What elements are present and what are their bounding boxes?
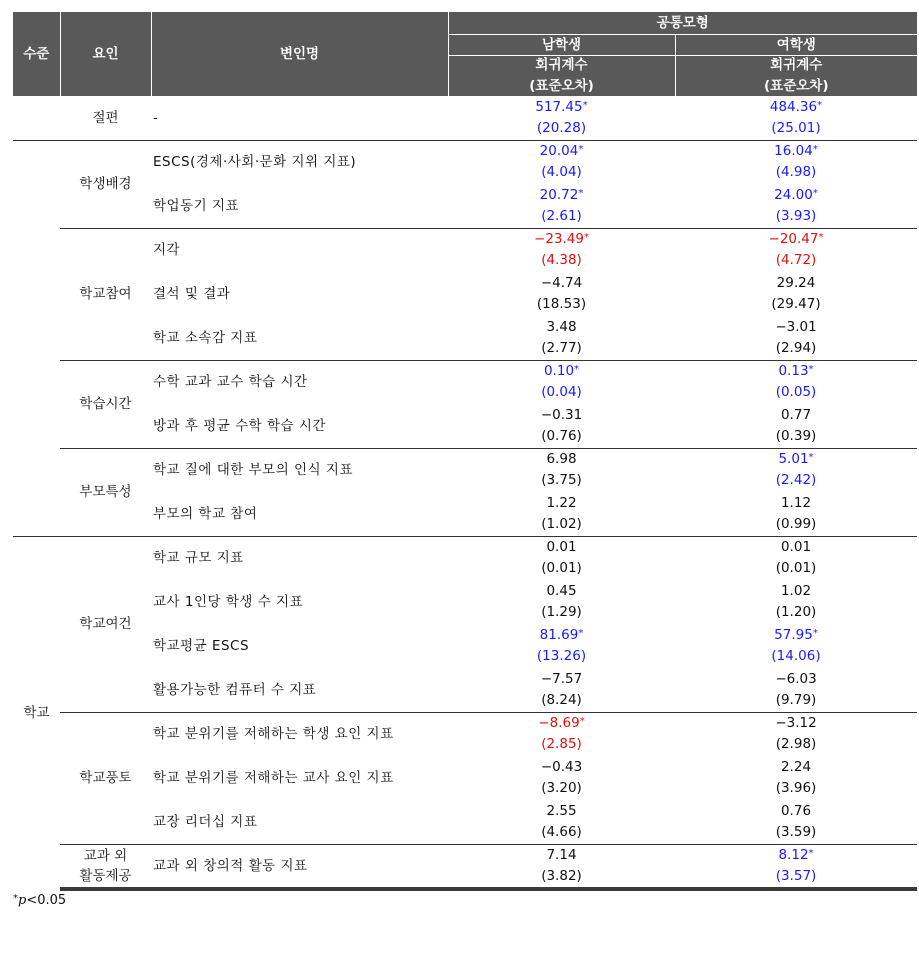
female-value-cell bbox=[675, 844, 917, 889]
standard-error: (0.05) bbox=[775, 384, 817, 401]
coefficient bbox=[675, 405, 917, 426]
standard-error: (0.99) bbox=[775, 515, 817, 532]
male-value-cell bbox=[448, 272, 675, 316]
coefficient bbox=[675, 229, 917, 250]
standard-error: (2.85) bbox=[541, 736, 582, 753]
male-value-cell bbox=[448, 800, 675, 844]
coefficient bbox=[675, 185, 917, 206]
variable-name: 학교평균 ESCS bbox=[153, 638, 250, 654]
female-value-cell bbox=[675, 316, 917, 360]
level-cell bbox=[13, 448, 60, 536]
variable-name: 지각 bbox=[153, 242, 181, 259]
significance-star: * bbox=[579, 716, 585, 728]
standard-error: (2.42) bbox=[775, 472, 817, 489]
coefficient bbox=[448, 757, 675, 778]
level-cell bbox=[13, 140, 60, 228]
variable-name: 학교 소속감 지표 bbox=[151, 316, 448, 360]
coefficient-value: 0.77 bbox=[780, 406, 812, 423]
coefficient bbox=[448, 97, 675, 118]
table-row bbox=[13, 712, 917, 756]
standard-error: (0.01) bbox=[541, 560, 582, 577]
standard-error: (18.53) bbox=[536, 296, 587, 312]
standard-error: (4.04) bbox=[541, 164, 582, 181]
significance-star: * bbox=[808, 364, 814, 376]
significance-note bbox=[13, 893, 66, 908]
standard-error: (0.04) bbox=[541, 384, 582, 401]
variable-name: - bbox=[151, 96, 448, 140]
significance-star: * bbox=[578, 187, 584, 199]
factor-cell: 학생배경 bbox=[60, 140, 151, 228]
significance-star: * bbox=[582, 99, 588, 111]
male-value-cell bbox=[448, 536, 675, 580]
coefficient-value: −7.57 bbox=[540, 670, 583, 687]
standard-error: (0.01) bbox=[775, 560, 817, 577]
coefficient-value: 0.01 bbox=[546, 539, 577, 556]
coefficient-value: 6.98 bbox=[546, 451, 577, 468]
female-value-cell bbox=[675, 272, 917, 316]
coefficient-value: 0.76 bbox=[780, 802, 812, 819]
header-coef-female: 회귀계수 bbox=[770, 57, 823, 74]
coefficient-value: 1.12 bbox=[780, 494, 812, 511]
coefficient bbox=[448, 625, 675, 646]
significance-star: * bbox=[817, 99, 823, 111]
table-body bbox=[13, 96, 917, 889]
female-value-cell bbox=[675, 228, 917, 272]
standard-error: (29.47) bbox=[771, 296, 821, 312]
significance-star: * bbox=[574, 364, 580, 376]
female-value-cell bbox=[675, 580, 917, 624]
header-level: 수준 bbox=[13, 12, 60, 96]
coefficient-value: 57.95 bbox=[774, 627, 813, 643]
coefficient bbox=[675, 317, 917, 338]
male-value-cell bbox=[448, 316, 675, 360]
standard-error: (2.77) bbox=[541, 339, 582, 356]
table-row bbox=[13, 96, 917, 140]
significance-star: * bbox=[808, 452, 814, 464]
male-value-cell bbox=[448, 448, 675, 492]
female-value-cell bbox=[675, 492, 917, 536]
note-threshold: <0.05 bbox=[26, 893, 67, 908]
table-row bbox=[13, 448, 917, 492]
male-value-cell bbox=[448, 844, 675, 889]
factor-cell: 절편 bbox=[60, 96, 151, 140]
header-variable: 변인명 bbox=[151, 12, 448, 96]
female-value-cell bbox=[675, 96, 917, 140]
coefficient-value: −3.12 bbox=[775, 715, 817, 732]
standard-error: (1.02) bbox=[541, 515, 582, 532]
significance-star: * bbox=[812, 144, 818, 156]
standard-error: (4.66) bbox=[541, 823, 582, 840]
variable-name: 부모의 학교 참여 bbox=[151, 492, 448, 536]
coefficient bbox=[675, 361, 917, 382]
coefficient bbox=[448, 317, 675, 338]
male-value-cell bbox=[448, 492, 675, 536]
standard-error: (0.39) bbox=[775, 427, 817, 444]
variable-name: 교장 리더십 지표 bbox=[151, 800, 448, 844]
standard-error: (3.82) bbox=[541, 867, 582, 884]
coefficient-value: 2.24 bbox=[780, 759, 812, 775]
female-value-cell bbox=[675, 140, 917, 184]
standard-error: (20.28) bbox=[536, 119, 587, 136]
coefficient-value: 7.14 bbox=[546, 846, 577, 863]
coefficient-value: 8.12 bbox=[778, 846, 809, 863]
coefficient-value: −23.49 bbox=[534, 231, 584, 248]
coefficient-value: 20.04 bbox=[539, 143, 579, 160]
coefficient bbox=[675, 493, 917, 514]
factor-cell: 학교풍토 bbox=[60, 712, 151, 844]
coefficient-value: 2.55 bbox=[546, 802, 577, 819]
variable-name: 교사 1인당 학생 수 지표 bbox=[153, 594, 304, 610]
coefficient bbox=[448, 713, 675, 734]
note-p: p bbox=[18, 893, 27, 908]
header-se-female: (표준오차) bbox=[764, 77, 829, 94]
coefficient-value: −4.74 bbox=[540, 275, 583, 291]
table-row bbox=[13, 228, 917, 272]
coefficient-value: 20.72 bbox=[539, 186, 579, 203]
variable-name: 활용가능한 컴퓨터 수 지표 bbox=[151, 668, 448, 712]
coefficient bbox=[675, 273, 917, 294]
female-value-cell bbox=[675, 404, 917, 448]
standard-error: (4.72) bbox=[775, 252, 817, 269]
coefficient-value: −6.03 bbox=[775, 670, 817, 687]
standard-error: (4.38) bbox=[541, 252, 582, 269]
coefficient-value: 3.48 bbox=[546, 318, 577, 335]
coefficient-value: −20.47 bbox=[768, 231, 819, 248]
standard-error: (8.24) bbox=[541, 691, 582, 708]
variable-name: 학업동기 지표 bbox=[151, 184, 448, 228]
table-row bbox=[13, 360, 917, 404]
coefficient-value: 517.45 bbox=[535, 98, 583, 115]
coefficient-value: 1.02 bbox=[780, 583, 812, 599]
female-value-cell bbox=[675, 756, 917, 800]
coefficient bbox=[448, 581, 675, 602]
factor-cell: 학습시간 bbox=[60, 360, 151, 448]
coefficient bbox=[675, 713, 917, 734]
coefficient bbox=[448, 405, 675, 426]
coefficient bbox=[448, 845, 675, 866]
significance-star: * bbox=[818, 232, 824, 244]
coefficient bbox=[675, 801, 917, 822]
standard-error: (0.76) bbox=[541, 427, 582, 444]
coefficient bbox=[675, 581, 917, 602]
standard-error: (3.20) bbox=[541, 780, 582, 796]
male-value-cell bbox=[448, 184, 675, 228]
significance-star: * bbox=[583, 232, 589, 244]
coefficient bbox=[448, 185, 675, 206]
coefficient bbox=[448, 669, 675, 690]
standard-error: (25.01) bbox=[771, 119, 821, 136]
coefficient-value: −0.31 bbox=[540, 406, 583, 423]
male-value-cell bbox=[448, 404, 675, 448]
header-female: 여학생 bbox=[675, 34, 917, 55]
standard-error: (2.94) bbox=[775, 339, 817, 356]
coefficient-value: 0.45 bbox=[546, 583, 577, 599]
male-value-cell bbox=[448, 360, 675, 404]
coefficient-value: 24.00 bbox=[774, 186, 813, 203]
level-cell bbox=[13, 360, 60, 448]
header-model: 공통모형 bbox=[448, 12, 917, 34]
standard-error: (3.93) bbox=[775, 207, 817, 224]
coefficient bbox=[448, 493, 675, 514]
coefficient-value: −8.69 bbox=[538, 715, 580, 732]
male-value-cell bbox=[448, 668, 675, 712]
header-coef-male: 회귀계수 bbox=[448, 55, 675, 75]
coefficient bbox=[448, 537, 675, 558]
level-cell bbox=[13, 96, 60, 140]
coefficient-value: 5.01 bbox=[778, 451, 809, 468]
variable-name: 학교 분위기를 저해하는 교사 요인 지표 bbox=[153, 770, 394, 786]
header-se-male: (표준오차) bbox=[448, 75, 675, 96]
male-value-cell bbox=[448, 96, 675, 140]
level-cell bbox=[13, 228, 60, 360]
female-value-cell bbox=[675, 448, 917, 492]
variable-name: 결석 및 결과 bbox=[153, 286, 231, 302]
coefficient bbox=[448, 801, 675, 822]
table-row bbox=[13, 140, 917, 184]
coefficient bbox=[448, 141, 675, 162]
significance-star: * bbox=[812, 187, 818, 199]
coefficient bbox=[448, 361, 675, 382]
coefficient bbox=[675, 449, 917, 470]
coefficient-value: 0.13 bbox=[778, 363, 809, 380]
female-value-cell bbox=[675, 360, 917, 404]
female-value-cell bbox=[675, 536, 917, 580]
coefficient-value: 0.10 bbox=[543, 363, 575, 380]
standard-error: (14.06) bbox=[771, 648, 821, 664]
coefficient bbox=[675, 757, 917, 778]
standard-error: (9.79) bbox=[775, 691, 817, 708]
variable-name: 학교 분위기를 저해하는 학생 요인 지표 bbox=[153, 726, 394, 743]
coefficient bbox=[675, 141, 917, 162]
significance-star: * bbox=[808, 847, 814, 859]
note-star: * bbox=[13, 893, 18, 904]
factor-cell: 학교여건 bbox=[60, 536, 151, 712]
coefficient bbox=[675, 669, 917, 690]
coefficient bbox=[675, 845, 917, 866]
coefficient-value: 0.01 bbox=[780, 539, 812, 556]
variable-name: ESCS(경제·사회·문화 지위 지표) bbox=[153, 154, 357, 171]
coefficient bbox=[675, 537, 917, 558]
standard-error: (1.20) bbox=[775, 604, 817, 620]
coefficient-value: −0.43 bbox=[540, 759, 583, 775]
coefficient bbox=[675, 625, 917, 646]
standard-error: (3.57) bbox=[775, 867, 817, 884]
male-value-cell bbox=[448, 624, 675, 668]
standard-error: (4.98) bbox=[775, 164, 817, 181]
male-value-cell bbox=[448, 580, 675, 624]
female-value-cell bbox=[675, 624, 917, 668]
male-value-cell bbox=[448, 756, 675, 800]
significance-star: * bbox=[812, 628, 818, 639]
female-value-cell bbox=[675, 712, 917, 756]
table-row bbox=[13, 536, 917, 580]
factor-cell: 학교참여 bbox=[60, 228, 151, 360]
coefficient-value: 16.04 bbox=[774, 143, 813, 160]
regression-table bbox=[13, 12, 917, 891]
male-value-cell bbox=[448, 228, 675, 272]
coefficient-value: 484.36 bbox=[769, 98, 818, 115]
header-male: 남학생 bbox=[448, 34, 675, 55]
standard-error: (3.75) bbox=[541, 472, 582, 489]
coefficient-value: 1.22 bbox=[546, 494, 577, 511]
female-value-cell bbox=[675, 800, 917, 844]
factor-cell: 부모특성 bbox=[60, 448, 151, 536]
variable-name: 교과 외 창의적 활동 지표 bbox=[151, 844, 448, 889]
variable-name: 수학 교과 교수 학습 시간 bbox=[153, 374, 308, 391]
standard-error: (2.61) bbox=[541, 207, 582, 224]
variable-name: 학교 질에 대한 부모의 인식 지표 bbox=[153, 462, 353, 479]
significance-star: * bbox=[578, 144, 584, 156]
factor-cell: 교과 외 활동제공 bbox=[60, 844, 151, 889]
variable-name: 방과 후 평균 수학 학습 시간 bbox=[151, 404, 448, 448]
standard-error: (13.26) bbox=[536, 648, 587, 664]
standard-error: (3.96) bbox=[775, 780, 817, 796]
standard-error: (2.98) bbox=[775, 736, 817, 753]
coefficient bbox=[448, 449, 675, 470]
significance-star: * bbox=[578, 628, 584, 639]
male-value-cell bbox=[448, 712, 675, 756]
level-cell: 학교 bbox=[23, 704, 50, 721]
male-value-cell bbox=[448, 140, 675, 184]
table-row bbox=[13, 844, 917, 889]
variable-name: 학교 규모 지표 bbox=[153, 550, 244, 567]
header-factor: 요인 bbox=[60, 12, 151, 96]
coefficient-value: 81.69 bbox=[539, 627, 579, 643]
coefficient-value: 29.24 bbox=[776, 275, 816, 291]
coefficient bbox=[675, 97, 917, 118]
coefficient-value: −3.01 bbox=[775, 318, 817, 335]
female-value-cell bbox=[675, 184, 917, 228]
coefficient bbox=[448, 229, 675, 250]
female-value-cell bbox=[675, 668, 917, 712]
standard-error: (3.59) bbox=[775, 823, 817, 840]
coefficient bbox=[448, 273, 675, 294]
standard-error: (1.29) bbox=[541, 604, 582, 620]
table-header bbox=[13, 12, 917, 96]
